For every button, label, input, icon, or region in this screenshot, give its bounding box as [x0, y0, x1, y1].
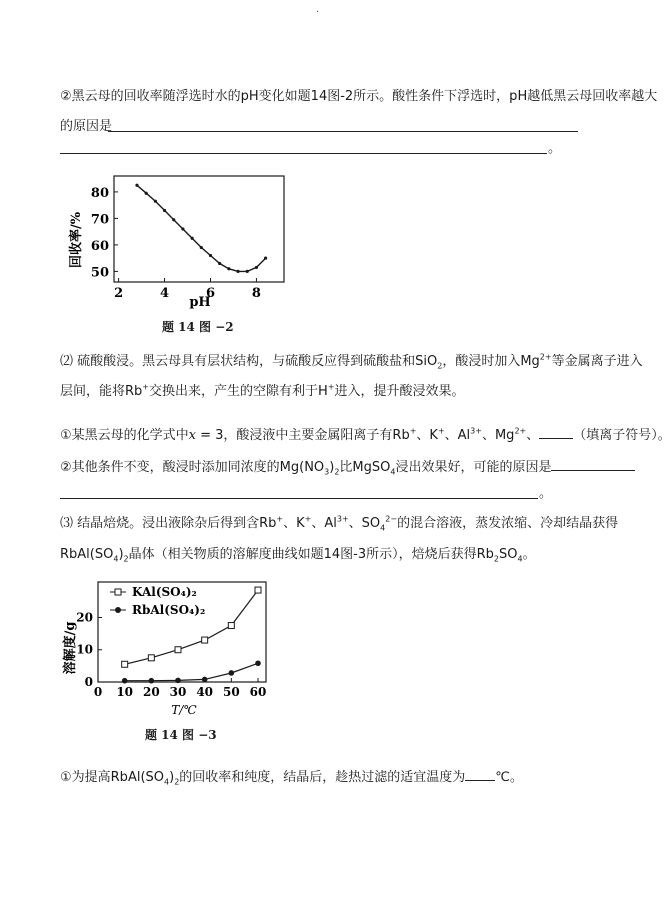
x-tick-label: 10	[116, 685, 134, 699]
solubility-vs-temperature-chart	[60, 578, 280, 723]
question-2-line-2: 的原因是	[60, 119, 113, 134]
y-tick-label: 50	[90, 265, 109, 281]
x-tick-label: 6	[205, 286, 216, 301]
data-point	[191, 237, 194, 240]
x-tick-label: 8	[251, 286, 261, 301]
answer-blank-ion[interactable]	[539, 424, 573, 439]
y-tick-label: 80	[90, 185, 109, 201]
y-tick-label: 0	[84, 675, 93, 689]
answer-blank-2a[interactable]	[551, 456, 635, 471]
answer-blank-1b[interactable]	[60, 153, 547, 154]
part-2-line-1: ⑵ 硫酸酸浸。黑云母具有层状结构，与硫酸反应得到硫酸盐和SiO$_2$，酸浸时加入$Mg^{2+}$等金属离子进入	[60, 352, 643, 371]
y-tick-label: 70	[90, 212, 109, 228]
recovery-vs-ph-chart	[60, 168, 300, 308]
rbal-so4-point	[149, 678, 155, 684]
y-axis-label: 回收率/%	[69, 211, 84, 269]
answer-blank-1a[interactable]	[108, 131, 578, 132]
x-tick-label: 2	[114, 286, 124, 301]
part-3-line-2: $RbAl(SO_4)_2$晶体（相关物质的溶解度曲线如题14图-3所示），焙烧后获得$Rb_2SO_4$。	[60, 547, 536, 564]
legend-open-square-marker	[115, 589, 121, 595]
x-tick-label: 40	[196, 685, 214, 699]
x-tick-label: 20	[142, 685, 160, 699]
figure-caption-3: 题 14 图 −3	[145, 728, 217, 742]
kal-so4-point	[202, 637, 208, 643]
kal-so4-point	[148, 655, 154, 661]
question-2-line-1: ②黑云母的回收率随浮选时水的pH变化如题14图-2所示。酸性条件下浮选时，pH越低黑云母回收率越大	[60, 89, 658, 104]
legend	[110, 585, 205, 617]
kal-so4-point	[175, 647, 181, 653]
data-point	[218, 262, 221, 265]
data-point	[255, 266, 258, 269]
data-point	[264, 257, 267, 260]
answer-blank-1-end: 。	[548, 141, 562, 156]
answer-blank-2-end: 。	[539, 486, 553, 501]
data-point	[181, 227, 184, 230]
y-tick-label: 60	[90, 238, 109, 254]
y-axis-label: 溶解度/g	[63, 621, 78, 675]
y-tick-label: 10	[76, 642, 93, 657]
data-point	[145, 192, 148, 195]
x-axis-label: T/℃	[171, 703, 197, 717]
x-tick-label: 60	[249, 685, 267, 699]
kal-so4-point	[255, 587, 261, 593]
x-tick-label: 30	[169, 685, 187, 699]
part-2-question-2: ②其他条件不变，酸浸时添加同浓度的$Mg(NO_3)_2$比MgSO$_4$浸出效果好，可能的原因是	[60, 456, 635, 477]
rbal-so4-point	[122, 678, 128, 684]
kal-so4-point	[122, 661, 128, 667]
data-point	[227, 267, 230, 270]
answer-blank-2b[interactable]	[60, 498, 538, 499]
rbal-so4-curve	[125, 663, 258, 680]
part-2-question-1: ①某黑云母的化学式中x = 3，酸浸液中主要金属阳离子有Rb+、K+、$Al^{3+}$、$Mg^{2+}$、 （填离子符号）。	[60, 424, 671, 445]
rbal-so4-point	[229, 670, 235, 676]
kal-so4-curve	[125, 590, 258, 664]
rbal-so4-point	[255, 660, 261, 666]
data-point	[163, 209, 166, 212]
legend-filled-circle-marker	[115, 607, 121, 613]
rbal-so4-point	[202, 677, 208, 683]
data-point	[172, 218, 175, 221]
answer-blank-temperature[interactable]	[465, 766, 495, 781]
data-point	[209, 254, 212, 257]
data-point	[246, 270, 249, 273]
y-tick-label: 20	[76, 610, 93, 625]
data-point	[200, 246, 203, 249]
rbal-so4-point	[175, 678, 181, 684]
kal-so4-point	[228, 623, 234, 629]
data-point	[154, 200, 157, 203]
scan-speck: .	[316, 4, 320, 15]
x-tick-label: 0	[93, 685, 103, 699]
part-2-line-2: 层间，能将Rb+交换出来，产生的空隙有利于H+进入，提升酸浸效果。	[60, 382, 465, 399]
data-point	[236, 270, 239, 273]
legend-kal-so4: KAl(SO₄)₂	[132, 585, 197, 599]
data-point	[135, 184, 138, 187]
x-axis-label: pH	[189, 295, 211, 310]
part-3-line-1: ⑶ 结晶焙烧。浸出液除杂后得到含Rb+、K+、$Al^{3+}$、$SO_4^{2-}$的混合溶液，蒸发浓缩、冷却结晶获得	[60, 514, 619, 533]
x-tick-label: 50	[222, 685, 240, 699]
recovery-curve	[137, 185, 266, 271]
legend-rbal-so4: RbAl(SO₄)₂	[132, 603, 206, 617]
x-tick-label: 4	[160, 286, 170, 301]
part-3-question-1: ①为提高$RbAl(SO_4)_2$的回收率和纯度，结晶后，趁热过滤的适宜温度为 ℃。	[60, 766, 523, 787]
figure-caption-2: 题 14 图 −2	[162, 320, 234, 334]
